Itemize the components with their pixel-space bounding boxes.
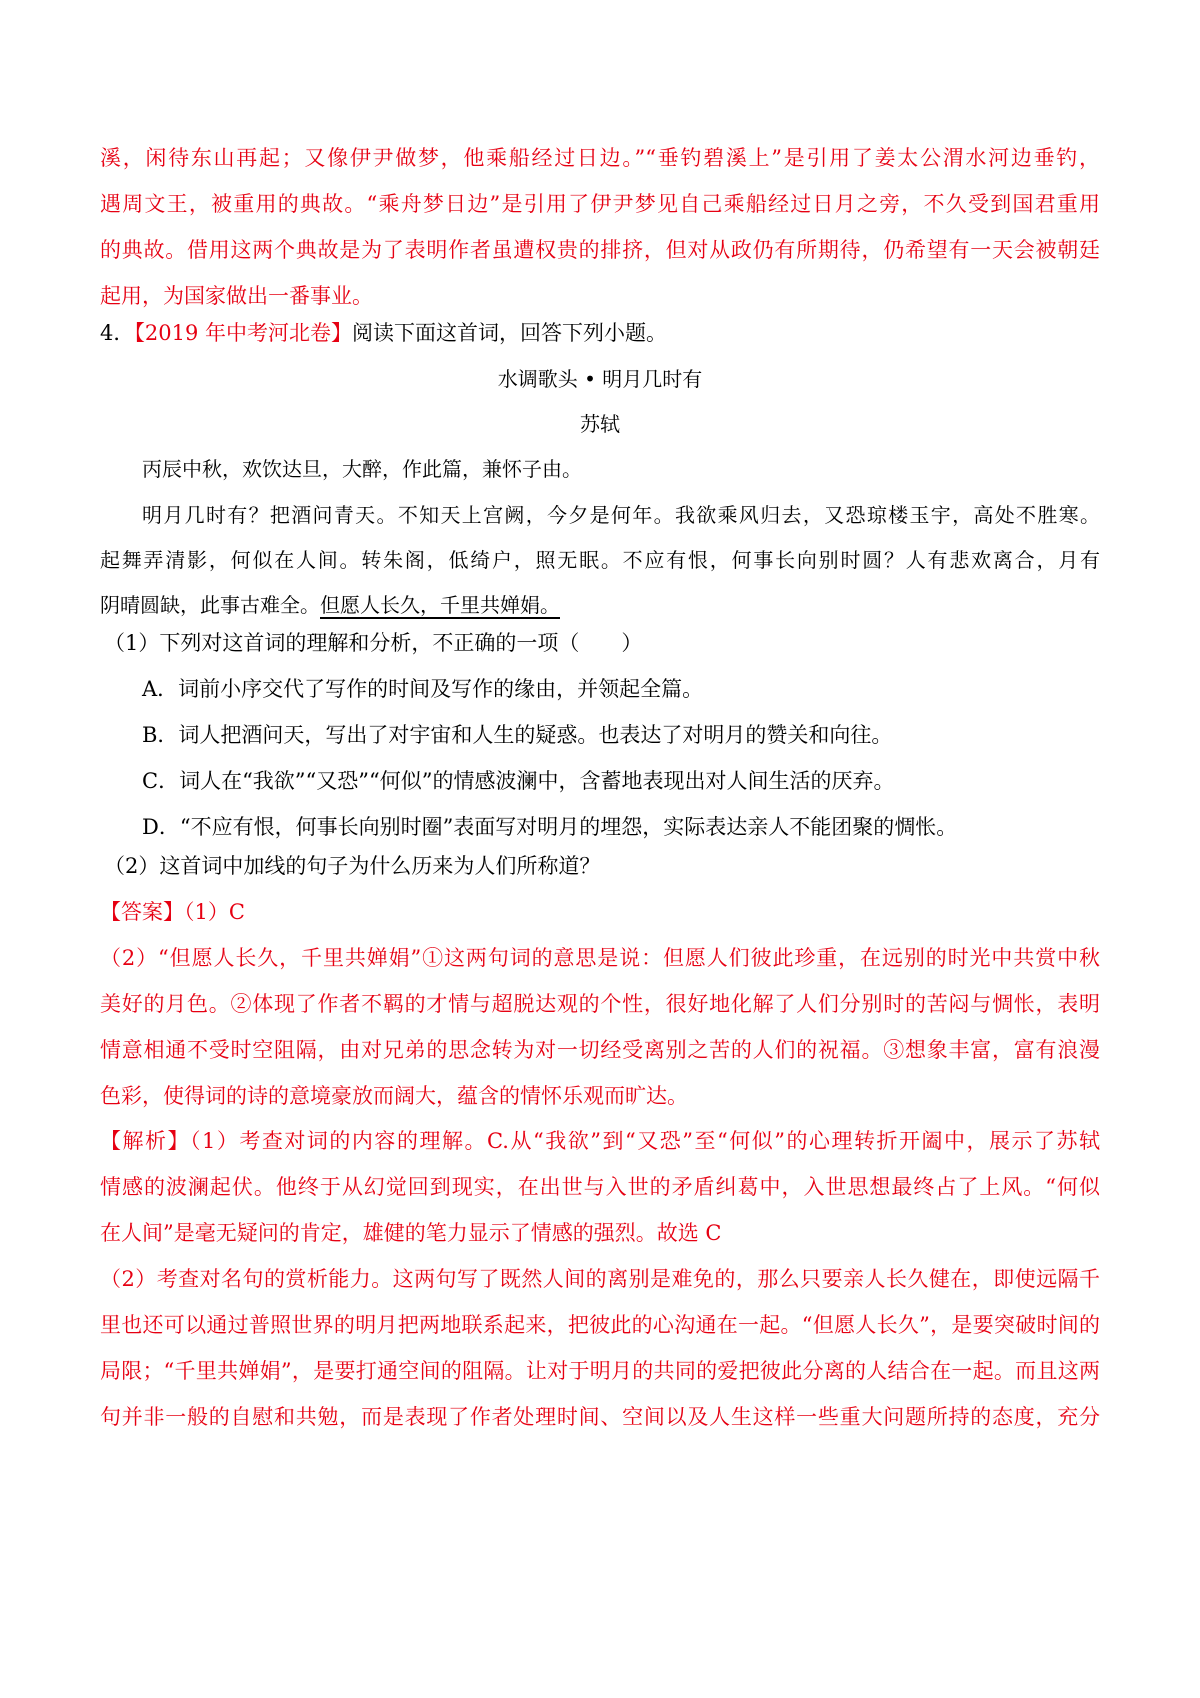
- analysis-2-line-4: 句并非一般的自慰和共勉，而是表现了作者处理时间、空间以及人生这样一些重大问题所持的态度，充分: [100, 1405, 1100, 1429]
- prev-answer-line-2: 遇周文王，被重用的典故。“乘舟梦日边”是引用了伊尹梦见自己乘船经过日月之旁，不久受到国君重用: [100, 192, 1100, 216]
- poem-preface: 丙辰中秋，欢饮达旦，大醉，作此篇，兼怀子由。: [142, 457, 582, 481]
- answer-2-line-3: 情意相通不受时空阻隔，由对兄弟的思念转为对一切经受离别之苦的人们的祝福。③想象丰富，富有浪漫: [100, 1038, 1100, 1062]
- prev-answer-line-1: 溪，闲待东山再起；又像伊尹做梦，他乘船经过日边。”“垂钓碧溪上”是引用了姜太公渭水河边垂钓，: [100, 146, 1100, 170]
- poem-body-line-2: 起舞弄清影，何似在人间。转朱阁，低绮户，照无眠。不应有恨，何事长向别时圆？人有悲欢离合，月有: [100, 548, 1100, 572]
- question-heading: [100, 318, 667, 348]
- poem-body-line-1: 明月几时有？把酒问青天。不知天上宫阙，今夕是何年。我欲乘风归去，又恐琼楼玉宇，高处不胜寒。: [142, 503, 1100, 527]
- sub-question-2: （2）这首词中加线的句子为什么历来为人们所称道？: [104, 854, 601, 878]
- analysis-1-line-2: 情感的波澜起伏。他终于从幻觉回到现实，在出世与入世的矛盾纠葛中，入世思想最终占了上风。“何似: [100, 1175, 1100, 1199]
- poem-author: 苏轼: [580, 412, 620, 436]
- answer-label: 【答案】: [100, 900, 184, 924]
- question-source: 【2019 年中考河北卷】: [134, 321, 352, 345]
- analysis-1-line-3: 在人间”是毫无疑问的肯定，雄健的笔力显示了情感的强烈。故选 C: [100, 1221, 722, 1245]
- answer-2-line-2: 美好的月色。②体现了作者不羁的才情与超脱达观的个性，很好地化解了人们分别时的苦闷与惆怅，表明: [100, 992, 1100, 1016]
- option-d: D．“不应有恨，何事长向别时圈”表面写对明月的埋怨，实际表达亲人不能团聚的惆怅。: [142, 815, 958, 839]
- underlined-sentence: 但愿人长久，千里共婵娟。: [320, 593, 560, 617]
- analysis-2-line-1: （2）考查对名句的赏析能力。这两句写了既然人间的离别是难免的，那么只要亲人长久健在，即使远隔千: [100, 1267, 1100, 1291]
- option-a: A．词前小序交代了写作的时间及写作的缘由，并领起全篇。: [142, 677, 704, 701]
- analysis-label: 【解析】: [100, 1129, 191, 1153]
- analysis-2-line-2: 里也还可以通过普照世界的明月把两地联系起来，把彼此的心沟通在一起。“但愿人长久”，是要突破时间的: [100, 1313, 1100, 1337]
- poem-body-line-3: [100, 590, 560, 620]
- analysis-1-first: （1）考查对词的内容的理解。C.从“我欲”到“又恐”至“何似”的心理转折开阖中，展示了苏轼: [190, 1129, 1100, 1153]
- poem-body-line-3-plain: 阴晴圆缺，此事古难全。: [100, 593, 320, 617]
- prev-answer-line-3: 的典故。借用这两个典故是为了表明作者虽遭权贵的排挤，但对从政仍有所期待，仍希望有一天会被朝廷: [100, 238, 1100, 262]
- option-b: B．词人把酒问天，写出了对宇宙和人生的疑惑。也表达了对明月的赞关和向往。: [142, 723, 893, 747]
- poem-title: 水调歌头 • 明月几时有: [497, 367, 703, 391]
- answer-2-line-1: （2）“但愿人长久，千里共婵娟”①这两句词的意思是说：但愿人们彼此珍重，在远别的时光中共赏中秋: [100, 946, 1100, 970]
- sub-question-1: （1）下列对这首词的理解和分析，不正确的一项（ ）: [104, 631, 643, 655]
- answer-2-line-4: 色彩，使得词的诗的意境豪放而阔大，蕴含的情怀乐观而旷达。: [100, 1084, 688, 1108]
- analysis-line-1: [100, 1126, 1100, 1156]
- option-c: C．词人在“我欲”“又恐”“何似”的情感波澜中，含蓄地表现出对人间生活的厌弃。: [142, 769, 895, 793]
- prev-answer-line-4: 起用，为国家做出一番事业。: [100, 284, 373, 308]
- analysis-2-line-3: 局限；“千里共婵娟”，是要打通空间的阻隔。让对于明月的共同的爱把彼此分离的人结合在一起。而且这两: [100, 1359, 1100, 1383]
- question-number: 4．: [100, 321, 135, 345]
- answer-1: （1）C: [184, 900, 245, 924]
- question-prompt: 阅读下面这首词，回答下列小题。: [352, 321, 667, 345]
- answer-line-1: [100, 897, 245, 927]
